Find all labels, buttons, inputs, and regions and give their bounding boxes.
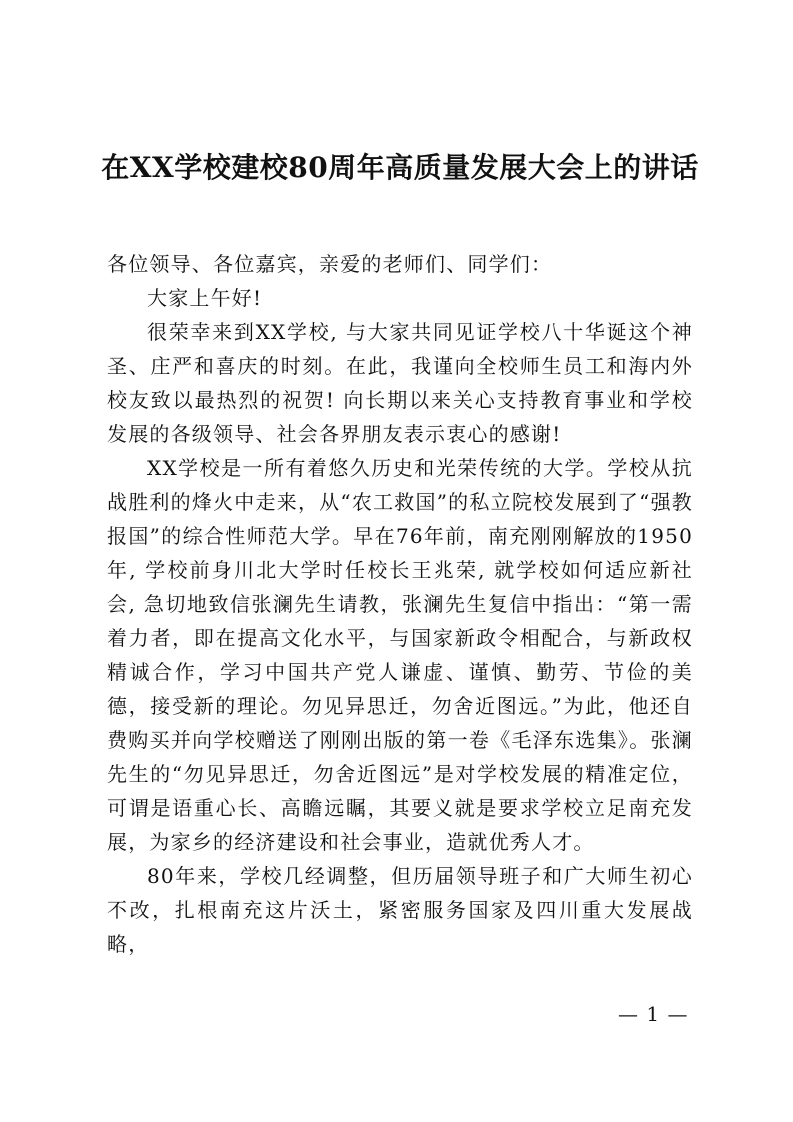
paragraph-development: 80年来，学校几经调整，但历届领导班子和广大师生初心不改，扎根南充这片沃土，紧密服务国家及四川重大发展战略， bbox=[107, 864, 693, 956]
document-body bbox=[107, 247, 693, 961]
paragraph-greeting: 大家上午好! bbox=[147, 286, 263, 310]
page-number: — 1 — bbox=[618, 1002, 689, 1026]
paragraph-congratulations: 很荣幸来到XX学校, 与大家共同见证学校八十华诞这个神圣、庄严和喜庆的时刻。在此，我谨向全校师生员工和海内外校友致以最热烈的祝贺! 向长期以来关心支持教育事业和学校发展的各级领导、社会各界朋友表示衷心的感谢! bbox=[107, 320, 693, 446]
paragraph-history: XX学校是一所有着悠久历史和光荣传统的大学。学校从抗战胜利的烽火中走来，从“农工救国”的私立院校发展到了“强教报国”的综合性师范大学。早在76年前，南充刚刚解放的1950年, 学校前身川北大学时任校长王兆荣, 就学校如何适应新社会, 急切地致信张澜先生请教，张澜先生复信中指出：“第一需着力者，即在提高文化水平，与国家新政令相配合，与新政权精诚合作，学习中国共产党人谦虚、谨慎、勤劳、节俭的美德，接受新的理论。勿见异思迁，勿舍近图远。”为此，他还自费购买并向学校赠送了刚刚出版的第一卷《毛泽东选集》。张澜先生的“勿见异思迁，勿舍近图远”是对学校发展的精准定位，可谓是语重心长、高瞻远瞩，其要义就是要求学校立足南充发展，为家乡的经济建设和社会事业，造就优秀人才。 bbox=[107, 456, 693, 854]
salutation: 各位领导、各位嘉宾，亲爱的老师们、同学们： bbox=[107, 252, 553, 276]
document-title: 在XX学校建校80周年高质量发展大会上的讲话 bbox=[101, 151, 699, 184]
